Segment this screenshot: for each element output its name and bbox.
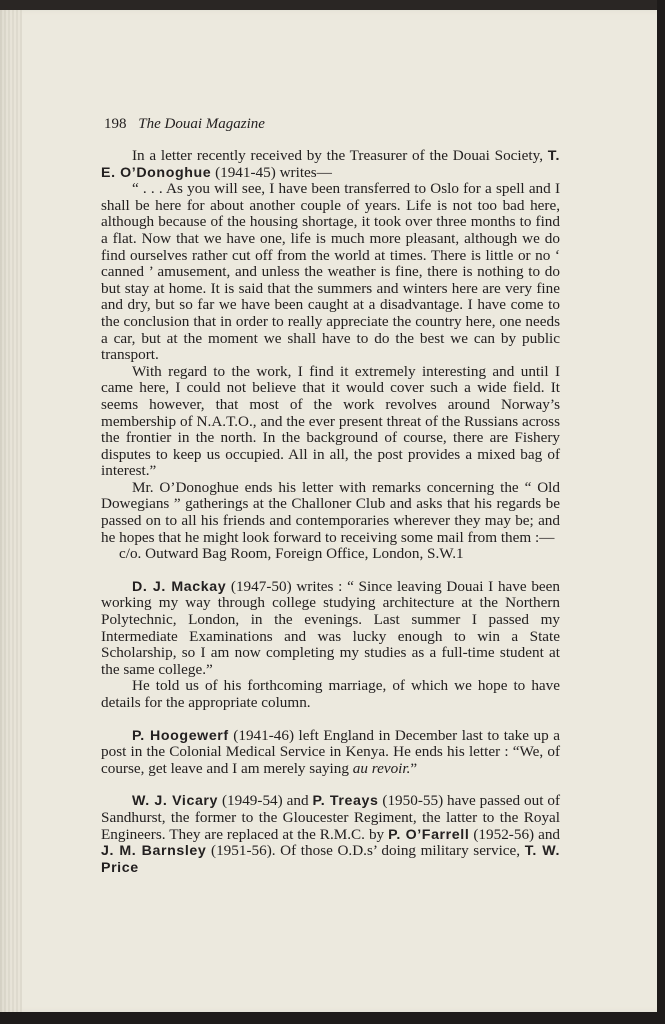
page-gutter — [0, 10, 22, 1012]
magazine-title: The Douai Magazine — [138, 116, 265, 132]
odonoghue-letter-p2: With regard to the work, I find it extremely interesting and until I came here, I could not believe that it would cover such a wide field. It seems however, that most of the work revolves around Norway’s membership of N.A.T.O., and the ever present threat of the Russians across the frontier in the north. In the background of course, there are Fishery disputes to keep us occupied. All in all, the post provides a mixed bag of interest.” — [101, 362, 560, 480]
name-hoogewerf: P. Hoogewerf — [132, 727, 229, 744]
running-head — [104, 116, 265, 133]
name-barnsley: J. M. Barnsley — [101, 843, 207, 860]
mackay-marriage: He told us of his forthcoming marriage, of which we hope to have details for the appropriate column. — [101, 677, 560, 711]
name-mackay: D. J. Mackay — [132, 578, 227, 595]
name-ofarrell: P. O’Farrell — [388, 826, 470, 843]
name-price: T. W. Price — [101, 843, 561, 876]
name-vicary: W. J. Vicary — [132, 793, 219, 810]
article-body — [101, 148, 560, 876]
odonoghue-letter-p1: “ . . . As you will see, I have been transferred to Oslo for a spell and I shall be here for about another couple of years. Life is not too bad here, although because of the housing shortage, it took over three months to find a flat. Now that we have one, life is much more pleasant, although we do find ourselves rather cut off from the world at times. There is little or no ‘ canned ’ amusement, and unless the weather is fine, there is nothing to do but stay at home. It is said that the summers and winters here are very fine and dry, but so far we have been caught at a disadvantage. I have come to the conclusion that in order to really appreciate the country here, one needs a car, but at the moment we shall have to do the best we can by public transport. — [101, 180, 560, 364]
page-number: 198 — [104, 116, 127, 132]
au-revoir: au revoir. — [352, 759, 411, 777]
name-treays: P. Treays — [312, 793, 379, 810]
sandhurst-paragraph: W. J. Vicary (1949-54) and P. Treays (1950-55) have passed out of Sandhurst, the former to the Gloucester Regiment, the latter to the Royal Engineers. They are replaced at the R.M.C. by P. O’Farrell (1952-56) and J. M. Barnsley (1951-56). Of those O.D.s’ doing military service, T. W. Price — [101, 792, 561, 876]
mackay-paragraph: D. J. Mackay (1947-50) writes : “ Since leaving Douai I have been working my way through college studying architecture at the Northern Polytechnic, London, in the evenings. Last summer I passed my Intermediate Examinations and was lucky enough to win a State Scholarship, so I am now completing my studies as a full-time student at the same college.” — [101, 577, 560, 678]
scan-edge-right — [657, 0, 665, 1024]
odonoghue-intro: In a letter recently received by the Treasurer of the Douai Society, T. E. O’Donoghue (1941-45) writes— — [101, 147, 561, 181]
odonoghue-address: c/o. Outward Bag Room, Foreign Office, London, S.W.1 — [119, 545, 464, 563]
scan-edge-bottom — [0, 1012, 665, 1024]
hoogewerf-paragraph: P. Hoogewerf (1941-46) left England in December last to take up a post in the Colonial Medical Service in Kenya. He ends his letter : “We, of course, get leave and I am merely saying au revoir.” — [101, 726, 560, 777]
name-odonoghue: T. E. O’Donoghue — [101, 148, 561, 181]
odonoghue-remarks: Mr. O’Donoghue ends his letter with remarks concerning the “ Old Dowegians ” gatherings at the Challoner Club and asks that his regards be passed on to all his friends and contemporaries wherever they may be; and he hopes that he might look forward to receiving some mail from them :— — [101, 478, 560, 546]
